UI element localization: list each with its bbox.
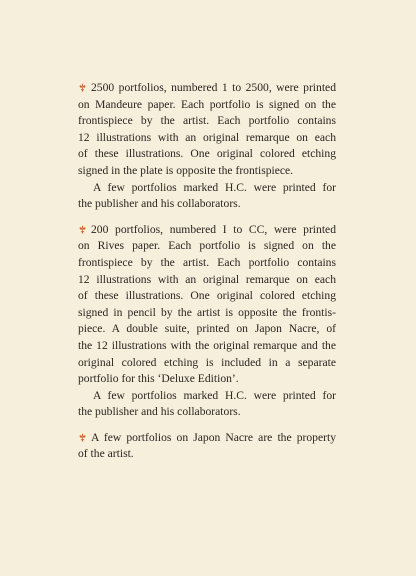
text-line xyxy=(78,238,336,255)
line-text: 200 portfolios, numbered I to CC, were printed xyxy=(91,222,336,236)
paragraph-block xyxy=(78,80,336,213)
line-text: on Mandeure paper. Each portfolio is signed on the xyxy=(78,97,336,111)
line-text: A few portfolios marked H.C. were printed for xyxy=(93,180,336,194)
text-line xyxy=(78,430,336,447)
line-text: piece. A double suite, printed on Japon Nacre, of xyxy=(78,322,336,336)
line-text: the publisher and his collaborators. xyxy=(78,197,241,211)
line-text: the publisher and his collaborators. xyxy=(78,405,241,419)
text-line xyxy=(78,338,336,355)
text-line xyxy=(78,305,336,322)
paragraph-block xyxy=(78,222,336,421)
fleuron-icon xyxy=(78,433,87,442)
line-text: portfolio for this ‘Deluxe Edition’. xyxy=(78,372,239,386)
colophon-text xyxy=(78,80,336,472)
text-line xyxy=(78,321,336,338)
line-text: 12 illustrations with an original remarque on each xyxy=(78,130,336,144)
text-line xyxy=(78,97,336,114)
text-line xyxy=(78,388,336,405)
line-text: original colored etching is included in a separate xyxy=(78,355,336,369)
line-text: of these illustrations. One original colored etching xyxy=(78,289,336,303)
line-text: frontispiece by the artist. Each portfolio contains xyxy=(78,114,336,128)
line-text: 12 illustrations with an original remarque on each xyxy=(78,272,336,286)
line-text: the 12 illustrations with the original remarque and the xyxy=(78,338,336,352)
line-text: signed in the plate is opposite the frontispiece. xyxy=(78,163,294,177)
text-line xyxy=(78,196,336,213)
text-line xyxy=(78,113,336,130)
paragraph-block xyxy=(78,430,336,463)
text-line xyxy=(78,222,336,239)
line-text: frontispiece by the artist. Each portfolio contains xyxy=(78,255,336,269)
line-text: 2500 portfolios, numbered 1 to 2500, were printed xyxy=(91,81,336,94)
line-text: on Rives paper. Each portfolio is signed on the xyxy=(78,239,336,253)
text-line xyxy=(78,288,336,305)
text-line xyxy=(78,146,336,163)
fleuron-icon xyxy=(78,83,87,92)
text-line xyxy=(78,130,336,147)
text-line xyxy=(78,446,336,463)
text-line xyxy=(78,404,336,421)
line-text: of these illustrations. One original colored etching xyxy=(78,147,336,161)
text-line xyxy=(78,80,336,97)
text-line xyxy=(78,255,336,272)
line-text: A few portfolios marked H.C. were printed for xyxy=(93,388,336,402)
line-text: signed in pencil by the artist is opposite the frontis- xyxy=(78,305,336,319)
text-line xyxy=(78,272,336,289)
fleuron-icon xyxy=(78,225,87,234)
line-text: of the artist. xyxy=(78,447,134,461)
text-line xyxy=(78,371,336,388)
line-text: A few portfolios on Japon Nacre are the property xyxy=(91,430,336,444)
text-line xyxy=(78,355,336,372)
text-line xyxy=(78,163,336,180)
text-line xyxy=(78,180,336,197)
